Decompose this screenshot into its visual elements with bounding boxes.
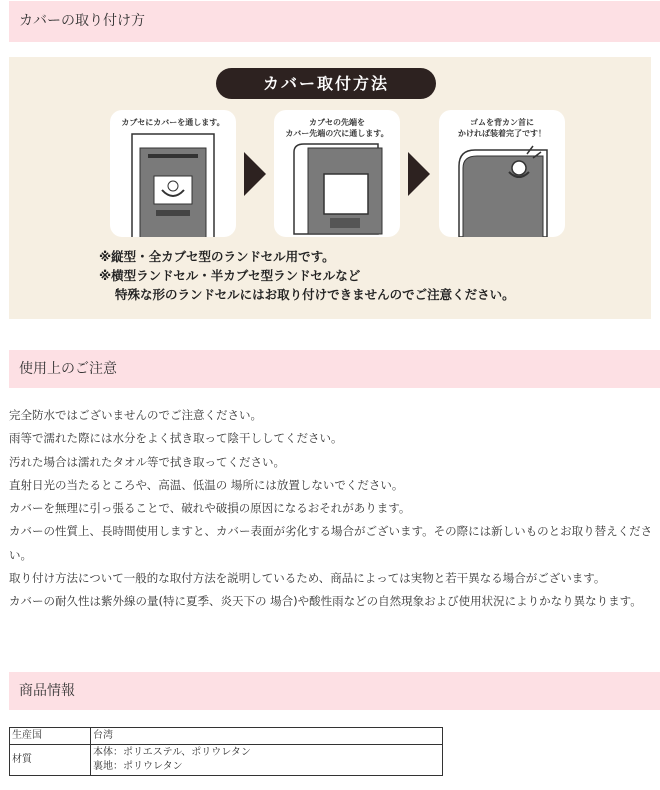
compatibility-note-3: 特殊な形のランドセルにはお取り付けできませんのでご注意ください。 [115,287,515,302]
table-value-cell: 台湾 [91,728,443,745]
step-3-caption: ゴムを背カン首に かければ装着完了です！ [458,118,546,138]
banner-title: カバー取付方法 [216,68,436,99]
table-row [10,728,443,745]
precaution-line: 取り付け方法について一般的な取付方法を説明しているため、商品によっては実物と若干異なる場合がございます。 [9,571,606,586]
section-title: 商品情報 [19,683,75,699]
step-1-caption: カブセにカバーを通します。 [121,118,225,127]
step-3-illustration [439,110,565,237]
precaution-line: 直射日光の当たるところや、高温、低温の 場所には放置しないでください。 [9,477,404,492]
compatibility-note-1: ※縦型・全カブセ型のランドセル用です。 [99,249,335,264]
step-2-illustration [274,110,400,237]
section-title: 使用上のご注意 [19,361,117,377]
precaution-line: 完全防水ではございませんのでご注意ください。 [9,408,262,422]
section-header-precautions [9,350,660,388]
precaution-line: 雨等で濡れた際には水分をよく拭き取って陰干ししてください。 [9,431,343,446]
section-title: カバーの取り付け方 [19,13,145,29]
precaution-line: カバーの性質上、長時間使用しますと、カバー表面が劣化する場合がございます。その際には新しいものとお取り替えください。 [9,524,653,562]
table-label-cell: 材質 [10,745,91,776]
table-row [10,745,443,776]
step-arrow-1 [244,152,266,196]
compatibility-note-2: ※横型ランドセル・半カブセ型ランドセルなど [99,268,361,283]
step-2-card [274,110,400,237]
step-arrow-2 [408,152,430,196]
table-value-cell: 本体：ポリエステル、ポリウレタン 裏地：ポリウレタン [91,745,443,776]
precautions-list [9,404,657,614]
section-header-install [9,1,660,42]
precaution-line: 汚れた場合は濡れたタオル等で拭き取ってください。 [9,454,285,469]
step-2-caption: カブセの先端を カバー先端の穴に通します。 [285,118,389,138]
step-3-card [439,110,565,237]
install-instructions-banner [9,57,651,319]
precaution-line: カバーを無理に引っ張ることで、破れや破損の原因になるおそれがあります。 [9,501,411,516]
product-info-table [9,727,443,776]
step-1-illustration [110,110,236,237]
step-1-card [110,110,236,237]
section-header-product-info [9,672,660,710]
precaution-line: カバーの耐久性は紫外線の量(特に夏季、炎天下の 場合)や酸性雨などの自然現象および使用状況によりかなり異なります。 [9,594,642,609]
table-label-cell: 生産国 [10,728,91,745]
